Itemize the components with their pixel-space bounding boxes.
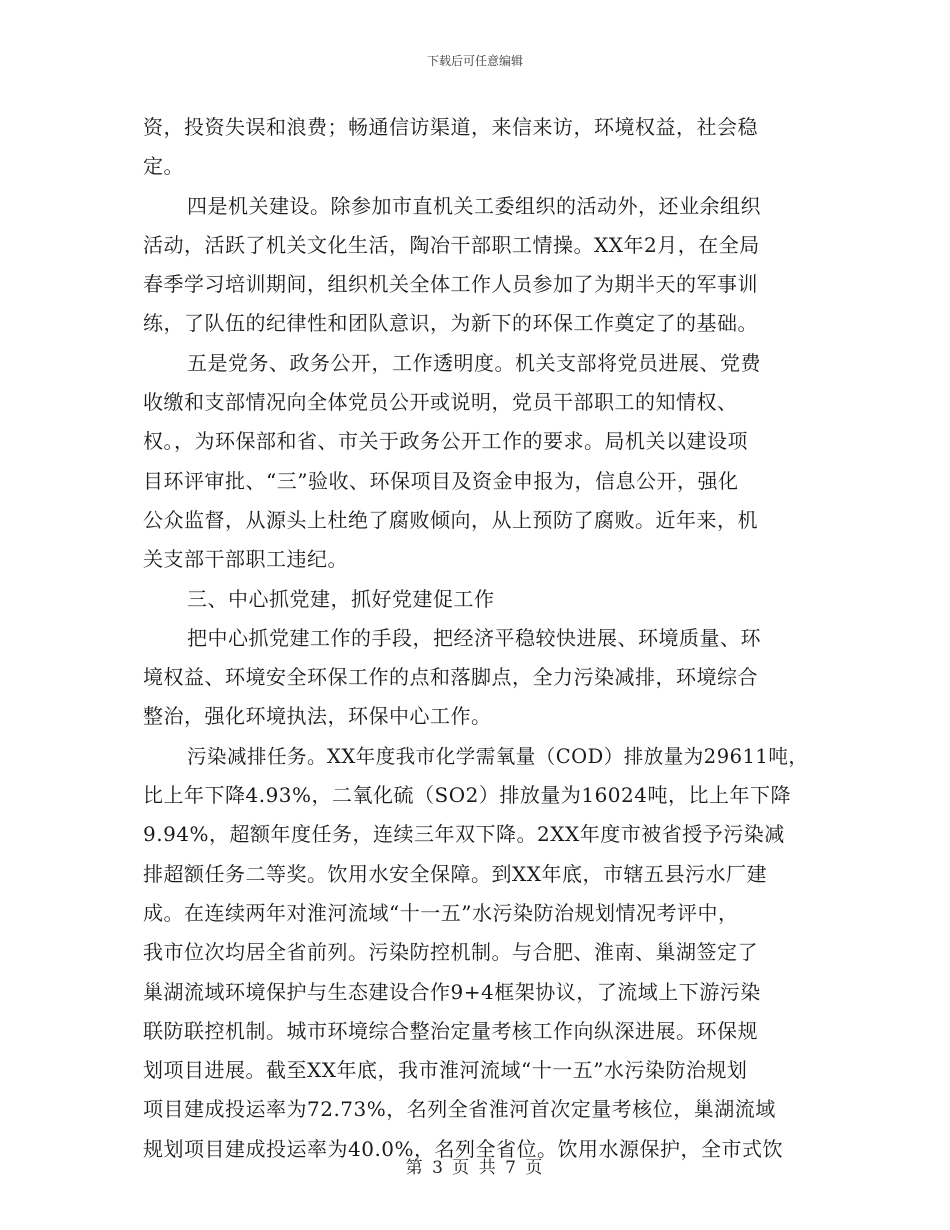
text-line: 权。，为环保部和省、市关于政务公开工作的要求。局机关以建设项: [143, 429, 748, 454]
text-line: 收缴和支部情况向全体党员公开或说明，党员干部职工的知情权、: [143, 390, 738, 415]
text-line: 活动，活跃了机关文化生活，陶冶干部职工情操。XX年2月，在全局: [143, 232, 760, 257]
text-line: 9.94%，超额年度任务，连续三年双下降。2XX年度市被省授予污染减: [143, 822, 785, 847]
page-header: 下载后可任意编辑: [426, 54, 523, 68]
text-line: 巢湖流域环境保护与生态建设合作9+4框架协议，了流域上下游污染: [143, 979, 761, 1004]
text-line: 成。在连续两年对淮河流域“十一五”水污染防治规划情况考评中，: [143, 900, 739, 925]
text-line: 项目建成投运率为72.73%，名列全省淮河首次定量考核位，巢湖流域: [143, 1097, 776, 1122]
page-footer: 第 3 页 共 7 页: [405, 1158, 545, 1178]
document-body: [143, 108, 823, 1169]
text-line: 比上年下降4.93%，二氧化硫（SO2）排放量为16024吨，比上年下降: [143, 783, 791, 808]
text-line: 定。: [143, 154, 184, 179]
text-line: 练，了队伍的纪律性和团队意识，为新下的环保工作奠定了的基础。: [143, 311, 758, 336]
text-line: 四是机关建设。除参加市直机关工委组织的活动外，还业余组织: [187, 193, 761, 218]
text-line: 排超额任务二等奖。饮用水安全保障。到XX年底，市辖五县污水厂建: [143, 861, 767, 886]
text-line: 规划项目建成投运率为40.0%，名列全省位。饮用水源保护，全市式饮: [143, 1136, 784, 1161]
text-line: 境权益、环境安全环保工作的点和落脚点，全力污染减排，环境综合: [143, 665, 758, 690]
text-line: 把中心抓党建工作的手段，把经济平稳较快进展、环境质量、环: [187, 625, 761, 650]
text-line: 五是党务、政务公开，工作透明度。机关支部将党员进展、党费: [187, 350, 761, 375]
text-line: 整治，强化环境执法，环保中心工作。: [143, 704, 492, 729]
text-line: 资，投资失误和浪费；畅通信访渠道，来信来访，环境权益，社会稳: [143, 115, 758, 139]
text-line: 联防联控机制。城市环境综合整治定量考核工作向纵深进展。环保规: [143, 1018, 758, 1043]
text-line: 公众监督，从源头上杜绝了腐败倾向，从上预防了腐败。近年来，机: [143, 507, 758, 532]
text-line: 目环评审批、“三”验收、环保项目及资金申报为，信息公开，强化: [143, 468, 739, 493]
text-line: 划项目进展。截至XX年底，我市淮河流域“十一五”水污染防治规划: [143, 1058, 748, 1083]
text-line: 三、中心抓党建，抓好党建促工作: [187, 586, 495, 611]
text-line: 关支部干部职工违纪。: [143, 547, 348, 572]
text-line: 污染减排任务。XX年度我市化学需氧量（COD）排放量为29611吨，: [187, 744, 809, 768]
text-line: 春季学习培训期间，组织机关全体工作人员参加了为期半天的军事训: [143, 272, 758, 297]
text-line: 我市位次均居全省前列。污染防控机制。与合肥、淮南、巢湖签定了: [143, 940, 758, 965]
